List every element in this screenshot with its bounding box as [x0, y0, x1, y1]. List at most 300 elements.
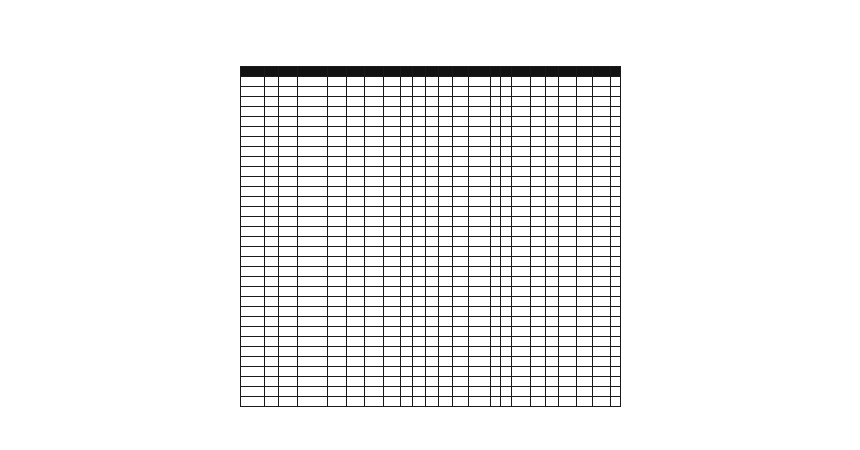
table-cell — [577, 387, 593, 397]
table-cell — [545, 107, 559, 117]
table-cell — [264, 127, 278, 137]
table-cell — [241, 207, 265, 217]
table-cell — [490, 357, 500, 367]
table-row — [241, 287, 621, 297]
table-cell — [559, 187, 577, 197]
table-cell — [501, 107, 512, 117]
table-cell — [241, 337, 265, 347]
table-cell — [278, 317, 297, 327]
table-cell — [278, 377, 297, 387]
table-cell — [530, 247, 545, 257]
column-header — [400, 67, 413, 77]
table-cell — [278, 127, 297, 137]
table-cell — [400, 337, 413, 347]
table-cell — [610, 197, 620, 207]
column-header — [490, 67, 500, 77]
table-cell — [469, 307, 491, 317]
table-row — [241, 127, 621, 137]
table-cell — [490, 187, 500, 197]
table-cell — [241, 387, 265, 397]
table-cell — [577, 277, 593, 287]
table-cell — [577, 197, 593, 207]
table-cell — [425, 327, 439, 337]
table-cell — [298, 87, 328, 97]
table-cell — [439, 147, 453, 157]
table-cell — [593, 347, 610, 357]
table-cell — [439, 137, 453, 147]
table-cell — [545, 377, 559, 387]
table-cell — [610, 87, 620, 97]
table-cell — [530, 197, 545, 207]
table-cell — [512, 137, 530, 147]
table-cell — [512, 217, 530, 227]
table-cell — [327, 247, 346, 257]
table-cell — [383, 167, 400, 177]
table-cell — [469, 377, 491, 387]
table-cell — [577, 327, 593, 337]
table-cell — [530, 357, 545, 367]
table-cell — [512, 367, 530, 377]
table-cell — [545, 247, 559, 257]
table-cell — [439, 377, 453, 387]
table-cell — [545, 127, 559, 137]
table-cell — [264, 147, 278, 157]
table-cell — [559, 117, 577, 127]
table-cell — [610, 297, 620, 307]
table-cell — [610, 277, 620, 287]
table-cell — [559, 77, 577, 87]
table-cell — [501, 397, 512, 407]
table-cell — [241, 227, 265, 237]
table-cell — [400, 127, 413, 137]
table-cell — [425, 337, 439, 347]
table-cell — [593, 197, 610, 207]
table-cell — [501, 237, 512, 247]
table-cell — [383, 367, 400, 377]
table-cell — [413, 217, 426, 227]
table-cell — [298, 77, 328, 87]
table-cell — [425, 77, 439, 87]
table-cell — [439, 187, 453, 197]
table-cell — [610, 187, 620, 197]
table-cell — [383, 177, 400, 187]
table-cell — [264, 317, 278, 327]
table-cell — [383, 107, 400, 117]
table-cell — [413, 127, 426, 137]
table-cell — [298, 147, 328, 157]
table-cell — [241, 117, 265, 127]
table-cell — [453, 257, 469, 267]
table-cell — [469, 117, 491, 127]
table-cell — [365, 287, 383, 297]
table-cell — [400, 237, 413, 247]
table-row — [241, 227, 621, 237]
table-cell — [559, 257, 577, 267]
table-cell — [512, 317, 530, 327]
table-cell — [490, 107, 500, 117]
table-cell — [278, 327, 297, 337]
table-cell — [383, 237, 400, 247]
table-cell — [241, 317, 265, 327]
table-cell — [278, 247, 297, 257]
table-cell — [593, 107, 610, 117]
table-cell — [559, 237, 577, 247]
table-cell — [298, 177, 328, 187]
table-row — [241, 367, 621, 377]
table-cell — [327, 217, 346, 227]
table-cell — [530, 237, 545, 247]
table-cell — [365, 357, 383, 367]
table-cell — [347, 247, 365, 257]
table-cell — [577, 347, 593, 357]
table-row — [241, 157, 621, 167]
table-cell — [413, 387, 426, 397]
table-cell — [490, 77, 500, 87]
table-cell — [439, 217, 453, 227]
column-header — [439, 67, 453, 77]
table-cell — [298, 367, 328, 377]
table-cell — [559, 217, 577, 227]
table-cell — [264, 287, 278, 297]
table-cell — [241, 107, 265, 117]
table-row — [241, 327, 621, 337]
table-cell — [400, 157, 413, 167]
table-cell — [453, 97, 469, 107]
table-cell — [425, 127, 439, 137]
table-cell — [413, 87, 426, 97]
table-cell — [512, 127, 530, 137]
table-cell — [383, 287, 400, 297]
table-cell — [577, 287, 593, 297]
table-cell — [241, 177, 265, 187]
table-cell — [593, 267, 610, 277]
table-cell — [512, 277, 530, 287]
table-cell — [278, 347, 297, 357]
table-cell — [327, 97, 346, 107]
table-cell — [559, 97, 577, 107]
table-cell — [512, 117, 530, 127]
table-cell — [241, 327, 265, 337]
table-cell — [413, 297, 426, 307]
table-cell — [545, 297, 559, 307]
table-cell — [327, 167, 346, 177]
table-cell — [490, 337, 500, 347]
table-row — [241, 247, 621, 257]
table-row — [241, 297, 621, 307]
table-cell — [469, 157, 491, 167]
table-cell — [365, 127, 383, 137]
table-cell — [610, 157, 620, 167]
table-cell — [501, 87, 512, 97]
table-cell — [241, 217, 265, 227]
table-cell — [530, 147, 545, 157]
table-cell — [298, 287, 328, 297]
table-cell — [264, 217, 278, 227]
table-cell — [425, 277, 439, 287]
table-cell — [241, 377, 265, 387]
column-header — [365, 67, 383, 77]
table-cell — [559, 367, 577, 377]
table-cell — [298, 207, 328, 217]
column-header — [501, 67, 512, 77]
table-cell — [278, 207, 297, 217]
column-header — [298, 67, 328, 77]
table-cell — [347, 317, 365, 327]
table-cell — [593, 387, 610, 397]
table-cell — [365, 227, 383, 237]
table-cell — [439, 357, 453, 367]
table-cell — [545, 167, 559, 177]
table-cell — [400, 277, 413, 287]
table-cell — [278, 367, 297, 377]
table-cell — [512, 267, 530, 277]
table-cell — [559, 147, 577, 157]
table-cell — [545, 397, 559, 407]
table-cell — [425, 267, 439, 277]
table-cell — [469, 107, 491, 117]
table-cell — [512, 107, 530, 117]
table-cell — [501, 307, 512, 317]
table-cell — [327, 207, 346, 217]
table-cell — [512, 87, 530, 97]
table-cell — [593, 157, 610, 167]
table-cell — [400, 137, 413, 147]
table-cell — [383, 147, 400, 157]
table-cell — [501, 347, 512, 357]
table-cell — [347, 197, 365, 207]
table-cell — [439, 267, 453, 277]
table-cell — [610, 287, 620, 297]
table-cell — [241, 307, 265, 317]
table-cell — [501, 167, 512, 177]
table-cell — [559, 377, 577, 387]
table-row — [241, 337, 621, 347]
table-cell — [264, 347, 278, 357]
table-cell — [413, 327, 426, 337]
table-cell — [439, 107, 453, 117]
table-cell — [490, 327, 500, 337]
table-cell — [439, 157, 453, 167]
table-cell — [278, 237, 297, 247]
table-cell — [610, 127, 620, 137]
table-cell — [453, 277, 469, 287]
table-cell — [453, 307, 469, 317]
table-cell — [501, 267, 512, 277]
table-cell — [327, 297, 346, 307]
table-cell — [278, 307, 297, 317]
table-cell — [593, 317, 610, 327]
table-cell — [278, 387, 297, 397]
table-cell — [490, 367, 500, 377]
table-cell — [327, 187, 346, 197]
table-cell — [577, 217, 593, 227]
table-cell — [501, 247, 512, 257]
table-cell — [347, 147, 365, 157]
table-cell — [530, 267, 545, 277]
table-row — [241, 347, 621, 357]
table-cell — [593, 177, 610, 187]
table-cell — [593, 77, 610, 87]
table-cell — [610, 317, 620, 327]
table-cell — [490, 247, 500, 257]
table-cell — [425, 237, 439, 247]
table-cell — [439, 367, 453, 377]
table-cell — [501, 117, 512, 127]
table-cell — [577, 87, 593, 97]
data-table — [240, 66, 621, 407]
table-cell — [469, 197, 491, 207]
table-cell — [577, 357, 593, 367]
table-cell — [400, 177, 413, 187]
table-cell — [327, 317, 346, 327]
table-cell — [501, 207, 512, 217]
table-cell — [610, 267, 620, 277]
table-cell — [545, 227, 559, 237]
table-cell — [512, 147, 530, 157]
table-cell — [400, 227, 413, 237]
table-cell — [593, 377, 610, 387]
column-header — [278, 67, 297, 77]
table-cell — [490, 207, 500, 217]
table-cell — [577, 107, 593, 117]
table-row — [241, 147, 621, 157]
table-cell — [439, 77, 453, 87]
table-cell — [264, 257, 278, 267]
column-header — [545, 67, 559, 77]
table-row — [241, 167, 621, 177]
table-cell — [241, 137, 265, 147]
table-cell — [241, 197, 265, 207]
table-cell — [610, 137, 620, 147]
table-cell — [593, 307, 610, 317]
table-cell — [425, 357, 439, 367]
table-cell — [264, 137, 278, 147]
table-cell — [453, 287, 469, 297]
table-cell — [413, 377, 426, 387]
table-cell — [559, 157, 577, 167]
table-cell — [400, 97, 413, 107]
table-cell — [490, 117, 500, 127]
table-cell — [383, 97, 400, 107]
table-cell — [298, 157, 328, 167]
table-cell — [347, 177, 365, 187]
table-cell — [490, 377, 500, 387]
table-cell — [501, 377, 512, 387]
table-cell — [512, 177, 530, 187]
table-cell — [413, 357, 426, 367]
table-cell — [365, 377, 383, 387]
table-cell — [439, 247, 453, 257]
table-cell — [425, 367, 439, 377]
table-cell — [469, 227, 491, 237]
table-cell — [610, 257, 620, 267]
table-cell — [278, 187, 297, 197]
table-cell — [490, 137, 500, 147]
table-cell — [383, 267, 400, 277]
table-cell — [469, 327, 491, 337]
table-cell — [593, 167, 610, 177]
table-cell — [559, 287, 577, 297]
table-header-row — [241, 67, 621, 77]
table-cell — [439, 197, 453, 207]
table-cell — [469, 187, 491, 197]
table-cell — [545, 187, 559, 197]
table-cell — [278, 287, 297, 297]
table-cell — [298, 97, 328, 107]
table-cell — [530, 77, 545, 87]
table-cell — [577, 337, 593, 347]
table-cell — [439, 327, 453, 337]
table-cell — [298, 307, 328, 317]
table-cell — [512, 397, 530, 407]
table-cell — [453, 167, 469, 177]
table-cell — [559, 357, 577, 367]
table-cell — [530, 97, 545, 107]
table-cell — [425, 387, 439, 397]
table-cell — [530, 337, 545, 347]
table-cell — [577, 257, 593, 267]
table-cell — [327, 127, 346, 137]
table-cell — [610, 117, 620, 127]
table-cell — [278, 267, 297, 277]
table-cell — [425, 227, 439, 237]
table-cell — [327, 347, 346, 357]
table-cell — [400, 247, 413, 257]
table-cell — [559, 277, 577, 287]
table-cell — [365, 147, 383, 157]
table-cell — [413, 147, 426, 157]
table-cell — [610, 357, 620, 367]
table-cell — [327, 377, 346, 387]
table-cell — [365, 197, 383, 207]
table-cell — [347, 267, 365, 277]
table-cell — [577, 367, 593, 377]
table-cell — [453, 217, 469, 227]
table-cell — [365, 327, 383, 337]
table-cell — [383, 227, 400, 237]
table-cell — [545, 367, 559, 377]
table-cell — [413, 197, 426, 207]
table-cell — [241, 147, 265, 157]
table-cell — [327, 87, 346, 97]
table-cell — [278, 217, 297, 227]
table-cell — [490, 157, 500, 167]
table-cell — [501, 157, 512, 167]
table-cell — [453, 397, 469, 407]
table-cell — [545, 137, 559, 147]
table-cell — [490, 237, 500, 247]
table-cell — [439, 297, 453, 307]
table-cell — [593, 237, 610, 247]
table-cell — [593, 87, 610, 97]
table-cell — [425, 97, 439, 107]
table-cell — [512, 167, 530, 177]
table-cell — [610, 167, 620, 177]
table-cell — [501, 297, 512, 307]
table-cell — [264, 227, 278, 237]
table-cell — [365, 337, 383, 347]
table-cell — [501, 97, 512, 107]
table-cell — [501, 277, 512, 287]
table-cell — [610, 387, 620, 397]
table-cell — [278, 117, 297, 127]
table-cell — [241, 397, 265, 407]
table-cell — [347, 97, 365, 107]
table-cell — [530, 317, 545, 327]
table-cell — [425, 297, 439, 307]
table-cell — [365, 257, 383, 267]
table-cell — [469, 127, 491, 137]
